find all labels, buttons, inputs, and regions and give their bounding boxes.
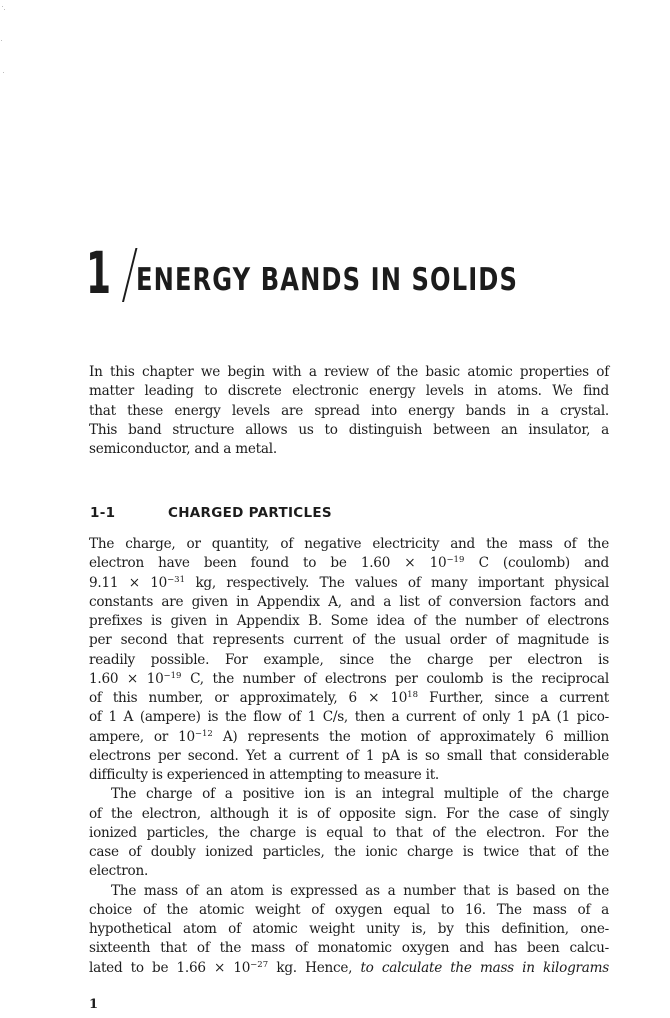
body-line	[89, 574, 609, 593]
text-run: kg. Hence,	[268, 959, 361, 976]
text-run: A) represents the motion of approximately 6 million	[212, 728, 609, 745]
section-body-text	[89, 535, 609, 978]
body-line	[89, 535, 609, 554]
body-line	[89, 554, 609, 573]
text-run: electrons per second. Yet a current of 1 pA is so small that considerable	[89, 747, 609, 764]
text-run: electron have been found to be 1.60 × 10	[89, 555, 447, 572]
body-line	[89, 766, 609, 785]
text-run: per second that represents current of the usual order of magnitude is	[89, 632, 609, 649]
body-line	[89, 843, 609, 862]
body-line	[89, 670, 609, 689]
intro-line: that these energy levels are spread into energy bands in a crystal.	[89, 402, 609, 419]
exponent: −19	[163, 670, 182, 681]
body-line	[89, 689, 609, 708]
exponent: −19	[446, 555, 465, 566]
body-line	[89, 612, 609, 631]
intro-line: semiconductor, and a metal.	[89, 441, 277, 457]
section-number: 1-1	[90, 505, 116, 521]
text-run: of the electron, although it is of opposite sign. For the case of singly	[89, 805, 609, 822]
text-run: Further, since a current	[417, 690, 609, 706]
exponent: −12	[194, 728, 213, 739]
text-run: kg, respectively. The values of many important physical	[185, 574, 609, 591]
text-run: ampere, or 10	[89, 728, 195, 745]
text-run: electron.	[89, 863, 149, 880]
text-run: of 1 A (ampere) is the flow of 1 C/s, then a current of only 1 pA (1 pico-	[89, 709, 609, 726]
section-heading	[90, 505, 332, 521]
exponent: −31	[167, 574, 186, 585]
body-line	[89, 959, 609, 978]
text-run: lated to be 1.66 × 10	[89, 959, 251, 976]
section-title: CHARGED PARTICLES	[168, 505, 332, 521]
text-run: sixteenth that of the mass of monatomic oxygen and has been calcu-	[89, 940, 609, 957]
text-run: C (coulomb) and	[464, 555, 609, 572]
body-line	[89, 882, 609, 901]
italic-text: to calculate the mass in kilograms	[360, 959, 610, 976]
text-run: hypothetical atom of atomic weight unity is, by this definition, one-	[89, 921, 609, 937]
text-run: C, the number of electrons per coulomb is the reciprocal	[181, 670, 609, 687]
chapter-intro-paragraph	[89, 363, 609, 459]
text-run: choice of the atomic weight of oxygen equal to 16. The mass of a	[89, 901, 609, 918]
body-line	[89, 631, 609, 650]
chapter-heading	[86, 238, 626, 308]
intro-line: In this chapter we begin with a review of the basic atomic properties of	[89, 364, 609, 380]
text-run: The charge, or quantity, of negative electricity and the mass of the	[89, 536, 609, 552]
text-run: The mass of an atom is expressed as a number that is based on the	[111, 882, 609, 899]
exponent: 18	[407, 690, 418, 700]
text-run: prefixes is given in Appendix B. Some idea of the number of electrons	[89, 613, 609, 629]
intro-line: This band structure allows us to distinguish between an insulator, a	[89, 421, 609, 438]
page-edge-marks	[0, 0, 8, 100]
exponent: −27	[250, 959, 269, 970]
text-run: readily possible. For example, since the charge per electron is	[89, 651, 609, 668]
text-run: The charge of a positive ion is an integral multiple of the charge	[111, 786, 609, 803]
intro-line: matter leading to discrete electronic energy levels in atoms. We find	[89, 383, 609, 400]
text-run: difficulty is experienced in attempting to measure it.	[89, 767, 439, 783]
body-line	[89, 708, 609, 727]
body-line	[89, 939, 609, 958]
text-run: constants are given in Appendix A, and a list of conversion factors and	[89, 593, 609, 610]
chapter-number: 1	[86, 239, 112, 307]
body-line	[89, 728, 609, 747]
body-line	[89, 824, 609, 843]
text-run: ionized particles, the charge is equal to that of the electron. For the	[89, 824, 609, 841]
chapter-slash-mark	[114, 248, 132, 300]
text-run: of this number, or approximately, 6 × 10	[89, 690, 408, 706]
body-line	[89, 901, 609, 920]
body-line	[89, 785, 609, 804]
chapter-title: ENERGY BANDS IN SOLIDS	[136, 262, 518, 298]
body-line	[89, 593, 609, 612]
text-run: 1.60 × 10	[89, 670, 164, 687]
body-line	[89, 920, 609, 939]
page-number: 1	[89, 997, 99, 1012]
text-run: 9.11 × 10	[89, 574, 168, 591]
body-line	[89, 805, 609, 824]
body-line	[89, 747, 609, 766]
text-run: case of doubly ionized particles, the ionic charge is twice that of the	[89, 844, 609, 860]
body-line	[89, 862, 609, 881]
body-line	[89, 651, 609, 670]
